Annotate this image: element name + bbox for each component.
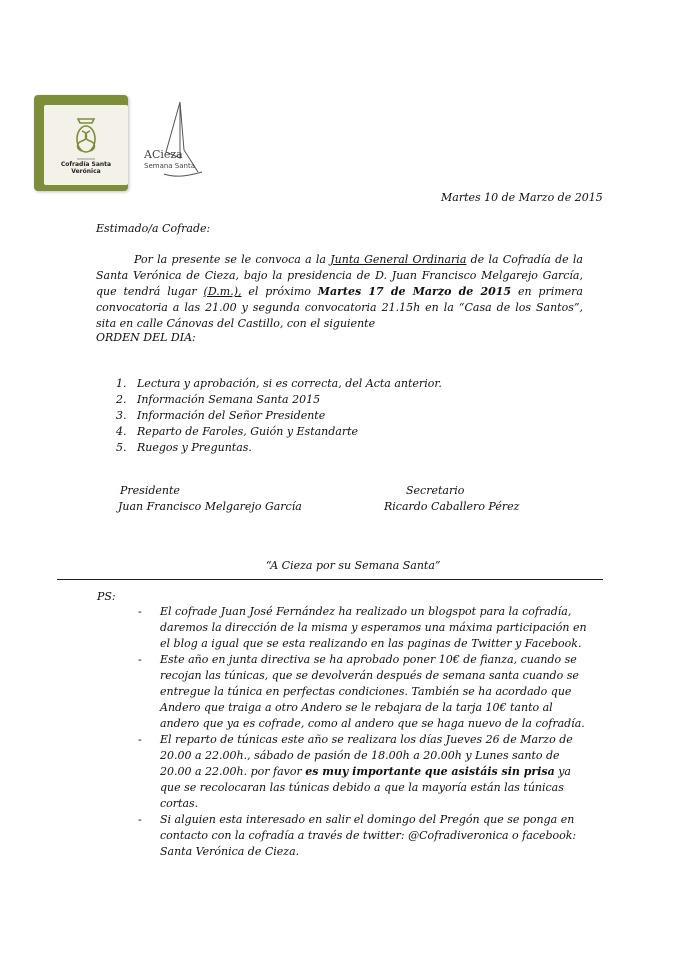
para-part3: el próximo: [241, 285, 318, 298]
dm-note: (D.m.),: [203, 285, 242, 298]
secretario-title: Secretario: [406, 484, 465, 497]
ps-item-dash: -: [138, 733, 142, 746]
cofradia-emblem-icon: [44, 109, 128, 169]
ps-item: [138, 732, 590, 812]
para-part2: de la Cofradía de la Santa Verónica de Cieza, bajo la presidencia de D. Juan Francisco Melgarejo García, que tendrá lugar: [96, 253, 583, 298]
motto: “A Cieza por su Semana Santa”: [266, 559, 441, 572]
agenda-item-number: 1.: [116, 377, 127, 390]
agenda-item-text: Reparto de Faroles, Guión y Estandarte: [137, 425, 359, 438]
agenda-item: [116, 408, 442, 424]
presidente-name: Juan Francisco Melgarejo García: [118, 500, 302, 513]
ps-item-dash: -: [138, 605, 142, 618]
letter-date: Martes 10 de Marzo de 2015: [441, 191, 603, 204]
ps-item-text: [160, 732, 590, 812]
cofradia-logo: [34, 95, 128, 191]
acieza-logo-title: ACieza: [144, 148, 183, 161]
agenda-item-number: 2.: [116, 393, 127, 406]
convocation-paragraph: [96, 252, 583, 332]
agenda-item-number: 4.: [116, 425, 127, 438]
acieza-logo-subtitle: Semana Santa: [144, 162, 196, 170]
divider: [57, 579, 603, 580]
ps-list: [138, 604, 590, 860]
ps-item: [138, 652, 590, 732]
ps-item-text-after: ya que se recolocaran las túnicas debido a que la mayoría están las túnicas cortas.: [160, 765, 571, 810]
agenda-list: [116, 376, 442, 456]
junta-name: Junta General Ordinaria: [330, 253, 467, 266]
agenda-item-text: Lectura y aprobación, si es correcta, del Acta anterior.: [137, 377, 442, 390]
greeting: Estimado/a Cofrade:: [96, 222, 211, 235]
ps-item-text-bold: es muy importante que asistáis sin prisa: [305, 765, 555, 778]
agenda-item-text: Información Semana Santa 2015: [137, 393, 321, 406]
meeting-date: Martes 17 de Marzo de 2015: [317, 285, 512, 298]
agenda-item: [116, 392, 442, 408]
ps-item-dash: -: [138, 813, 142, 826]
acieza-logo: [136, 100, 208, 190]
ps-item-dash: -: [138, 653, 142, 666]
ps-item: [138, 604, 590, 652]
ps-item: [138, 812, 590, 860]
ps-item-text: Este año en junta directiva se ha aprobado poner 10€ de fianza, cuando se recojan las túnicas, que se devolverán después de semana santa cuando se entregue la túnica en perfectas condiciones. También se ha acordado que Andero que traiga a otro Andero se le rebajara de la tarja 10€ tanto al andero que ya es cofrade, como al andero que se haga nuevo de la cofradía.: [160, 653, 585, 730]
cofradia-logo-panel: [44, 105, 128, 185]
agenda-title: ORDEN DEL DIA:: [96, 331, 196, 344]
sail-icon: [136, 100, 208, 190]
ps-item-text-before: El reparto de túnicas este año se realizara los días Jueves 26 de Marzo de 20.00 a 22.00h., sábado de pasión de 18.00h a 20.00h y Lunes santo de 20.00 a 22.00h. por favor: [160, 733, 573, 778]
agenda-item: [116, 424, 442, 440]
agenda-item: [116, 376, 442, 392]
agenda-item: [116, 440, 442, 456]
ps-item-text: El cofrade Juan José Fernández ha realizado un blogspot para la cofradía, daremos la dirección de la misma y esperamos una máxima participación en el blog a igual que se esta realizando en las paginas de Twitter y Facebook.: [160, 605, 587, 650]
ps-label: PS:: [97, 590, 116, 603]
agenda-item-number: 3.: [116, 409, 127, 422]
cofradia-logo-name: Cofradía Santa Verónica: [60, 161, 112, 175]
para-part1: Por la presente se le convoca a la: [134, 253, 331, 266]
presidente-title: Presidente: [120, 484, 180, 497]
agenda-item-text: Información del Señor Presidente: [137, 409, 326, 422]
para-part4: en primera convocatoria a las 21.00 y segunda convocatoria 21.15h en la “Casa de los Santos”, sita en calle Cánovas del Castillo, con el siguiente: [96, 285, 583, 330]
agenda-item-text: Ruegos y Preguntas.: [137, 441, 252, 454]
ps-item-text: Si alguien esta interesado en salir el domingo del Pregón que se ponga en contacto con la cofradía a través de twitter: @Cofradiveronica o facebook: Santa Verónica de Cieza.: [160, 813, 577, 858]
secretario-name: Ricardo Caballero Pérez: [384, 500, 520, 513]
agenda-item-number: 5.: [116, 441, 127, 454]
